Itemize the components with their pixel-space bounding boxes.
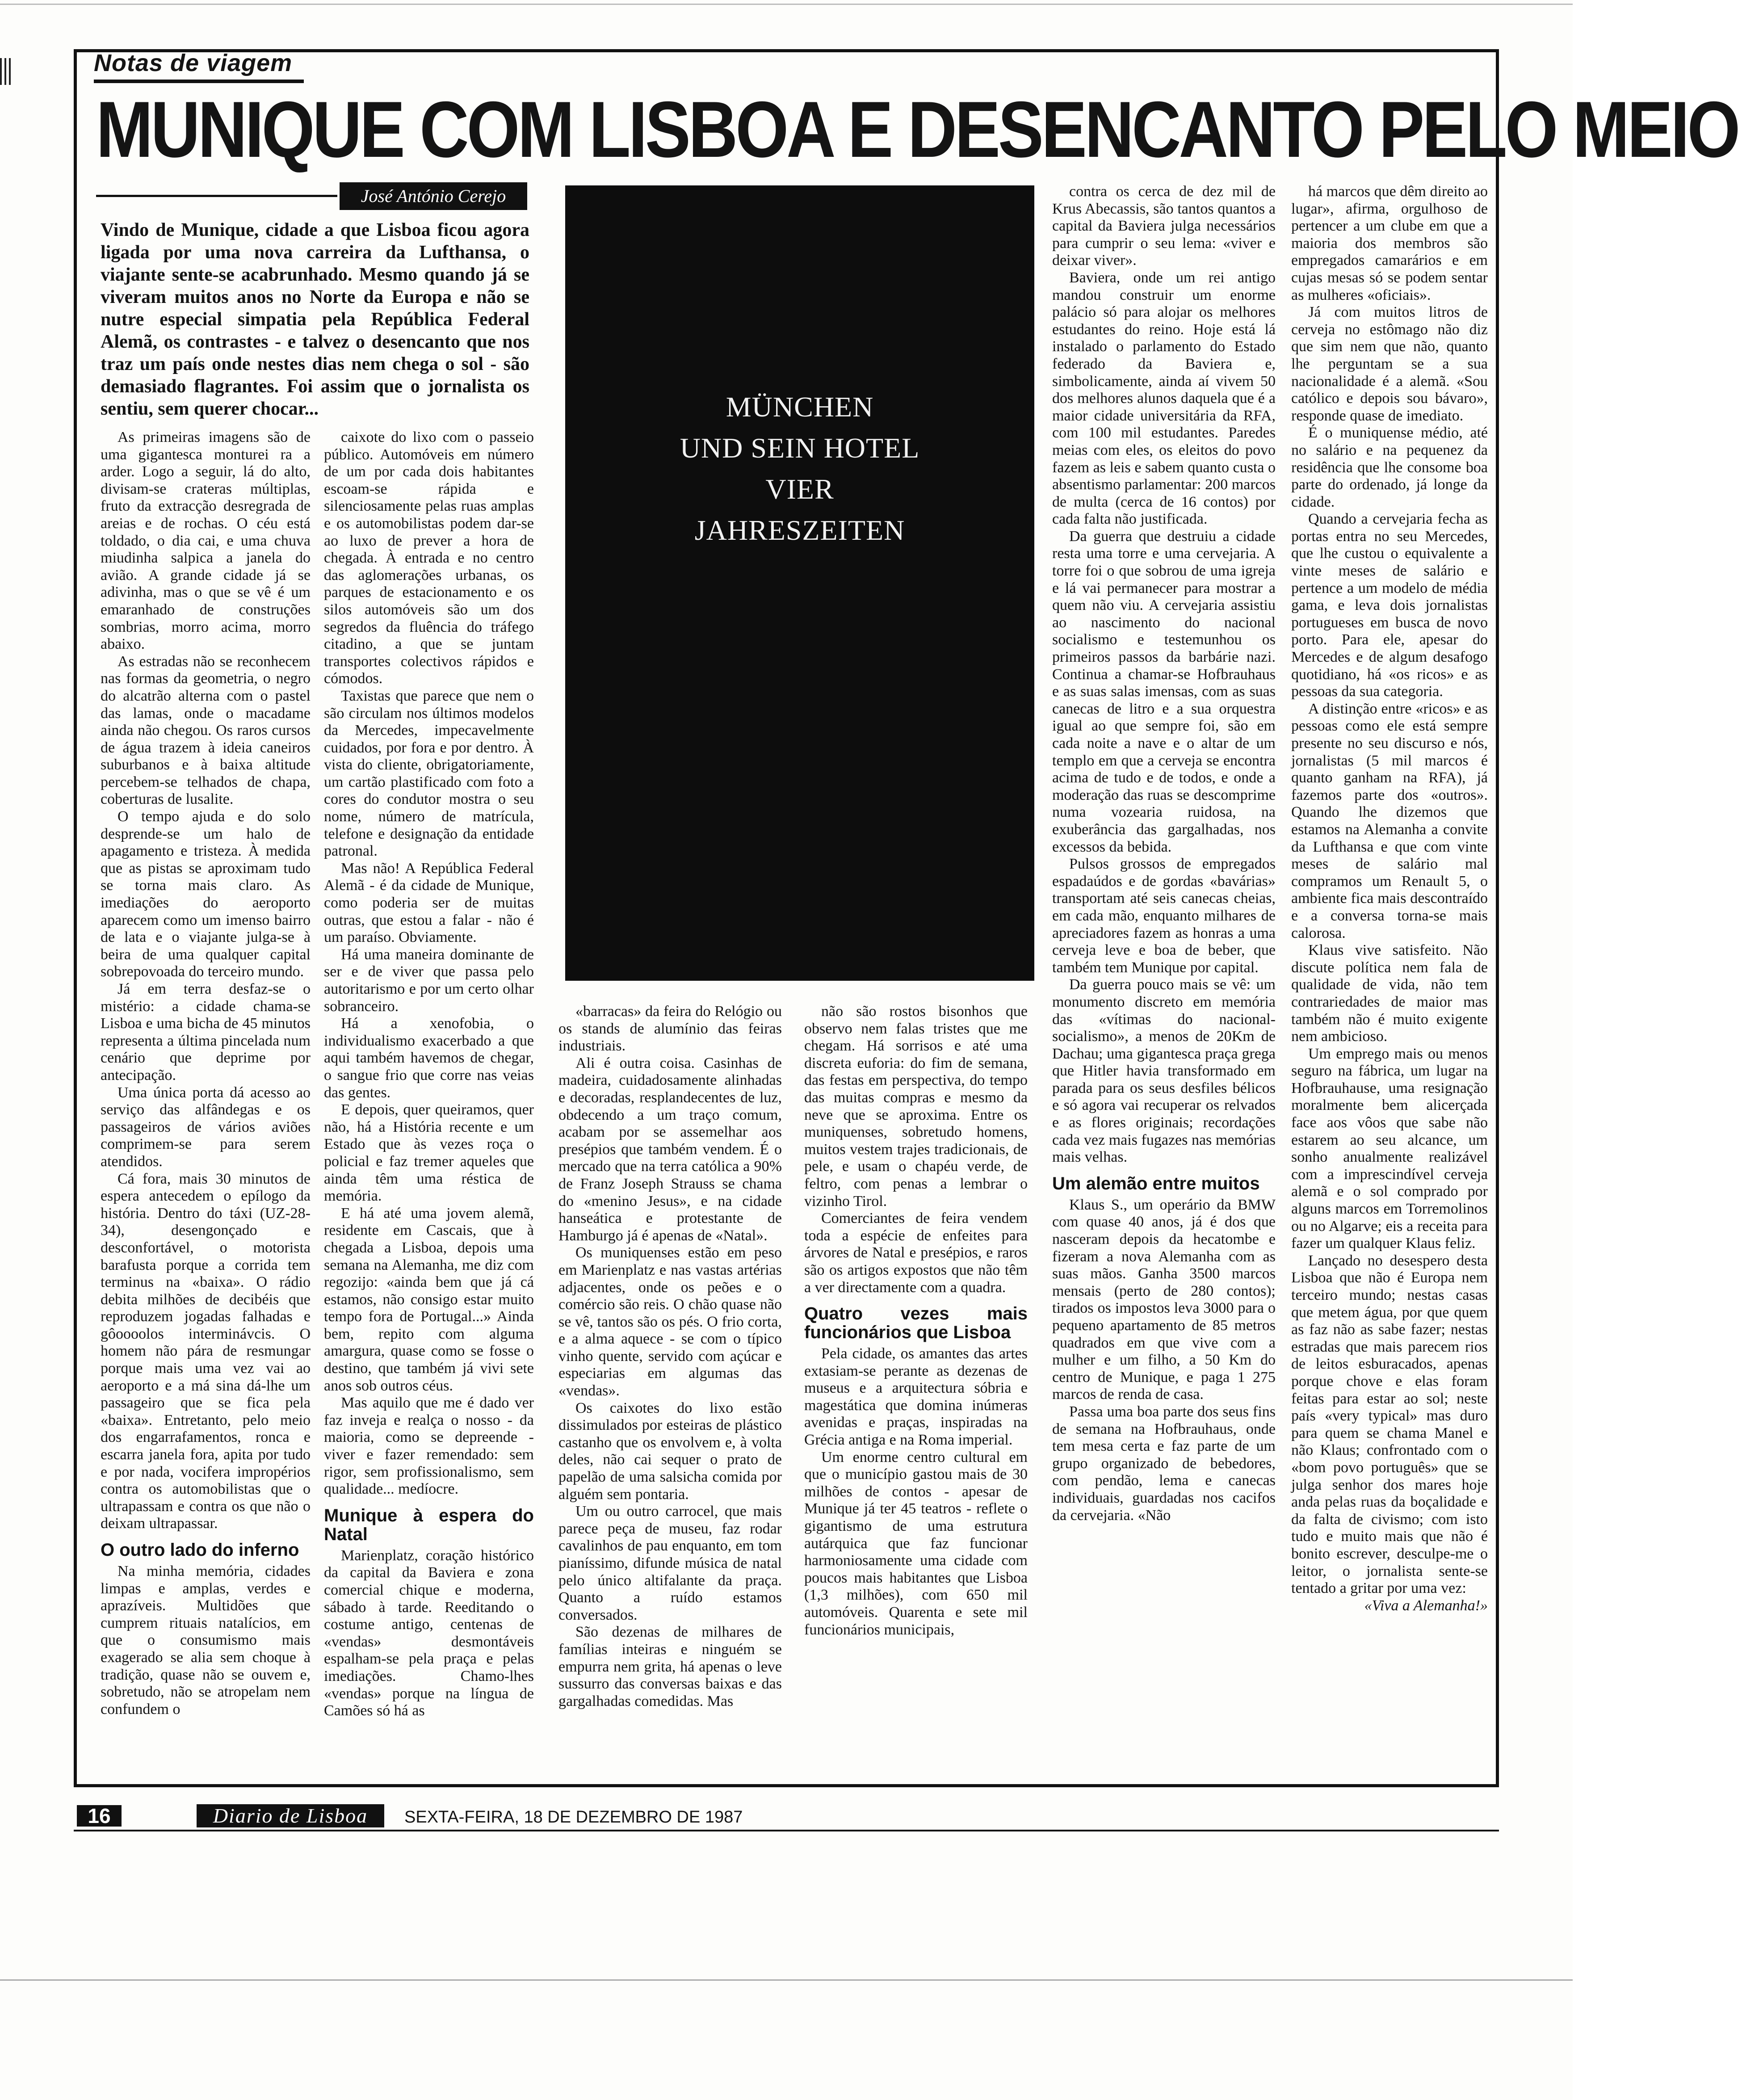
paragraph: Os caixotes do lixo estão dissimulados por esteiras de plástico castanho que os envolvem e, à volta deles, não cai sequer o prato de papelão de uma salsicha comida por alguém sem pontaria.	[558, 1399, 782, 1503]
paragraph: E depois, quer queiramos, quer não, há a História recente e um Estado que às vezes roça o policial e faz tremer aqueles que ainda têm uma réstica de memória.	[324, 1101, 534, 1205]
closing-line: «Viva a Alemanha!»	[1364, 1597, 1488, 1614]
lead-paragraph: Vindo de Munique, cidade a que Lisboa ficou agora ligada por uma nova carreira da Lufthansa, o viajante sente-se acabrunhado. Mesmo quando já se viveram muitos anos no Norte da Europa e não se nutre especial simpatia pela República Federal Alemã, os contrastes - e talvez o desencanto que nos traz um país onde nestes dias nem chega o sol - são demasiado flagrantes. Foi assim que o jornalista os sentiu, sem querer chocar...	[101, 220, 529, 419]
paragraph: Passa uma boa parte dos seus fins de semana na Hofbrauhaus, onde tem mesa certa e faz parte de um grupo organizado de bebedores, com pendão, lema e canecas individuais, guardadas nos cacifos da cervejaria. «Não	[1052, 1403, 1276, 1524]
paragraph: É o muniquense médio, até no salário e na pequenez da residência que lhe consome boa parte do ordenado, já longe da cidade.	[1291, 424, 1488, 510]
paragraph: Uma única porta dá acesso ao serviço das alfândegas e os passageiros de vários aviões comprimem-se para serem atendidos.	[101, 1084, 311, 1170]
publication-name: Diario de Lisboa	[197, 1804, 384, 1827]
photo-sign-line: UND SEIN HOTEL	[680, 432, 920, 464]
article-column-4	[804, 1003, 1028, 1638]
article-column-6	[1291, 183, 1488, 1614]
paragraph: E há até uma jovem alemã, residente em Cascais, que à chegada a Lisboa, depois uma semana na Alemanha, me diz com regozijo: «ainda bem que já cá estamos, não consigo estar muito tempo fora de Portugal...» Ainda bem, repito com alguma amargura, quase como se fosse o destino, que também já vivi sete anos sob outros céus.	[324, 1205, 534, 1394]
bottom-scan-rule	[0, 1979, 1573, 1981]
paragraph: Os muniquenses estão em peso em Marienplatz e nas vastas artérias adjacentes, onde os peões e o comércio são reis. O chão quase não se vê, tantos são os pés. O frio corta, e a alma aquece - se com o típico vinho quente, servido com açúcar e especiarias em algumas das «vendas».	[558, 1244, 782, 1399]
photo-sign-line: VIER	[765, 473, 834, 505]
paragraph: Pela cidade, os amantes das artes extasiam-se perante as dezenas de museus e a arquitectura sóbria e magestática que domina inúmeras avenidas e praças, inspiradas na Grécia antiga e na Roma imperial.	[804, 1345, 1028, 1449]
top-scan-rule	[0, 4, 1573, 5]
article-column-3	[558, 1003, 782, 1710]
article-column-5	[1052, 183, 1276, 1524]
paragraph: O tempo ajuda e do solo desprende-se um halo de apagamento e tristeza. À medida que as pistas se aproximam tudo se torna mais claro. As imediações do aeroporto aparecem como um imenso bairro de lata e o viajante julga-se à beira de uma qualquer capital sobrepovoada do terceiro mundo.	[101, 808, 311, 980]
paragraph: Klaus S., um operário da BMW com quase 40 anos, já é dos que nasceram depois da hecatombe e fizeram a nova Alemanha com as suas mãos. Ganha 3500 marcos mensais (perto de 280 contos); tirados os impostos leva 3000 para o pequeno apartamento de 85 metros quadrados em que vive com a mulher e um filho, a 50 Km do centro de Munique, e paga 1 275 marcos de renda de casa.	[1052, 1196, 1276, 1403]
headline: MUNIQUE COM LISBOA E DESENCANTO PELO MEIO	[96, 85, 1738, 174]
footer-rule	[74, 1830, 1499, 1831]
paragraph: Um enorme centro cultural em que o município gastou mais de 30 milhões de contos - apesar de Munique já ter 45 teatros - reflete o gigantismo de uma estrutura autárquica que faz funcionar harmoniosamente uma cidade com poucos mais habitantes que Lisboa (1,3 milhões), com 650 mil automóveis. Quarenta e sete mil funcionários municipais,	[804, 1449, 1028, 1638]
paragraph: Há uma maneira dominante de ser e de viver que passa pelo autoritarismo e por um certo olhar sobranceiro.	[324, 946, 534, 1015]
scan-edge-marks	[0, 58, 13, 85]
paragraph: Pulsos grossos de empregados espadaúdos e de gordas «bavárias» transportam até seis canecas cheias, em cada mão, enquanto milhares de apreciadores fazem as honras a uma cerveja leve e boa de beber, que também tem Munique por capital.	[1052, 856, 1276, 976]
paragraph: Comerciantes de feira vendem toda a espécie de enfeites para árvores de Natal e presépios, e raros são os artigos expostos que não têm a ver directamente com a quadra.	[804, 1210, 1028, 1296]
paragraph: Mas não! A República Federal Alemã - é da cidade de Munique, como poderia ser de muitas outras, que estou a falar - não é um paraíso. Obviamente.	[324, 860, 534, 946]
subheading: O outro lado do inferno	[101, 1540, 299, 1560]
subheading: Um alemão entre muitos	[1052, 1173, 1260, 1193]
section-kicker: Notas de viagem	[94, 50, 293, 76]
paragraph: Taxistas que parece que nem o são circulam nos últimos modelos da Mercedes, impecavelmente cuidados, por fora e por dentro. À vista do cliente, obrigatoriamente, um cartão plastificado com foto a cores do condutor mostra o seu nome, número de matrícula, telefone e designação da entidade patronal.	[324, 687, 534, 860]
publication-date: SEXTA-FEIRA, 18 DE DEZEMBRO DE 1987	[404, 1808, 743, 1827]
hotel-photo	[565, 185, 1034, 981]
paragraph: Da guerra que destruiu a cidade resta uma torre e uma cervejaria. A torre foi o que sobrou de uma igreja e lá vai permanecer para mostrar a quem não viu. A cervejaria assistiu ao nascimento do nacional socialismo e testemunhou os primeiros passos da barbárie nazi. Continua a chamar-se Hofbrauhaus e as suas salas imensas, com as suas canecas de litro e a sua orquestra igual ao que sempre foi, são em cada noite a nave e o altar de um templo em que a cerveja se encontra acima de tudo e de todos, e onde a moderação das ruas se descomprime numa vozearia ruidosa, na exuberância das gargalhadas, nos excessos da bebida.	[1052, 528, 1276, 855]
article-column-1	[101, 429, 311, 1718]
paragraph: Na minha memória, cidades limpas e amplas, verdes e aprazíveis. Multidões que cumprem rituais natalícios, em que o consumismo mais exagerado se alia sem choque à tradição, quase não se ouvem e, sobretudo, não se atropelam nem confundem o	[101, 1563, 311, 1718]
paragraph: Um ou outro carrocel, que mais parece peça de museu, faz rodar cavalinhos de pau enquanto, em tom pianíssimo, difunde música de natal pelo único altifalante da praça. Quanto a ruído estamos conversados.	[558, 1503, 782, 1623]
byline: José António Cerejo	[340, 182, 527, 210]
paragraph: As estradas não se reconhecem nas formas da geometria, o negro do alcatrão alterna com o pastel das lamas, onde o macadame ainda não chegou. Os raros cursos de água trazem à ideia caneiros suburbanos e à baixa altitude percebem-se telhados de chapa, coberturas de lusalite.	[101, 653, 311, 808]
paragraph: Há a xenofobia, o individualismo exacerbado a que aqui também havemos de chegar, o sangue frio que corre nas veias das gentes.	[324, 1015, 534, 1101]
subheading: Quatro vezes mais funcionários que Lisboa	[804, 1304, 1028, 1343]
paragraph: «barracas» da feira do Relógio ou os stands de alumínio das feiras industriais.	[558, 1003, 782, 1054]
paragraph: São dezenas de milhares de famílias inteiras e ninguém se empurra nem grita, há apenas o leve sussurro das conversas baixas e das gargalhadas comedidas. Mas	[558, 1624, 782, 1709]
paragraph: não são rostos bisonhos que observo nem falas tristes que me chegam. Há sorrisos e até uma discreta euforia: do fim de semana, das festas em perspectiva, do tempo das muitas compras e mesmo da neve que se aproxima. Entre os muniquenses, sobretudo homens, muitos vestem trajes tradicionais, de pele, e usam o chapéu verde, de feltro, com penas a lembrar o vizinho Tirol.	[804, 1003, 1028, 1210]
article-column-2	[324, 429, 534, 1720]
paragraph: Da guerra pouco mais se vê: um monumento discreto em memória das «vítimas do nacional-socialismo», a menos de 20Km de Dachau; uma gigantesca praça grega que Hitler havia transformado em parada para os seus desfiles bélicos e só agora vai recuperar os relvados e as flores originais; recordações cada vez mais fugazes nas memórias mais velhas.	[1052, 976, 1276, 1166]
paragraph: Ali é outra coisa. Casinhas de madeira, cuidadosamente alinhadas e decoradas, resplandecentes de luz, obdecendo a um traço comum, acabam por se assemelhar aos presépios que também vendem. É o mercado que na terra católica a 90% de Franz Joseph Strauss se chama do «menino Jesus», e na cidade hanseática e protestante de Hamburgo já é apenas de «Natal».	[558, 1054, 782, 1244]
paragraph: Klaus vive satisfeito. Não discute política nem fala de qualidade de vida, não tem contrariedades de maior mas também não é muito exigente nem ambicioso.	[1291, 942, 1488, 1045]
paragraph: contra os cerca de dez mil de Krus Abecassis, são tantos quantos a capital da Baviera julga necessários para cumprir o seu lema: «viver e deixar viver».	[1052, 183, 1276, 269]
paragraph: Baviera, onde um rei antigo mandou construir um enorme palácio só para alojar os melhores estudantes do reino. Hoje está lá instalado o parlamento do Estado federado da Baviera e, simbolicamente, ainda aí vivem 50 dos melhores alunos daquela que é a maior cidade universitária da RFA, com 100 mil estudantes. Paredes meias com eles, os eleitos do povo fazem as leis e sabem quanto custa o absentismo parlamentar: 200 marcos de multa (cerca de 16 contos) por cada falta não justificada.	[1052, 269, 1276, 528]
photo-sign-line: JAHRESZEITEN	[694, 514, 905, 546]
paragraph: Já com muitos litros de cerveja no estômago não diz que sim nem que não, quanto lhe perguntam se a sua nacionalidade é a alemã. «Sou católico e depois sou bávaro», responde quase de imediato.	[1291, 304, 1488, 424]
paragraph: Lançado no desespero desta Lisboa que não é Europa nem terceiro mundo; nestas casas que metem água, por que quem as faz não as sabe fazer; nestas estradas que mais parecem rios de leitos esburacados, apenas porque chove e elas foram feitas para estar ao sol; neste país «very typical» mas duro para quem se chama Manel e não Klaus; confrontado com o «bom povo português» que se julga senhor dos mares hoje anda pelas ruas da boçalidade e da falta de civismo; com isto tudo e muito mais que não é bonito escrever, desculpe-me o leitor, o jornalista sente-se tentado a gritar por uma vez:	[1291, 1252, 1488, 1597]
photo-sign-line: MÜNCHEN	[726, 391, 874, 423]
paragraph: Já em terra desfaz-se o mistério: a cidade chama-se Lisboa e uma bicha de 45 minutos representa a última pincelada num cenário que deprime por antecipação.	[101, 981, 311, 1084]
subheading: Munique à espera do Natal	[324, 1505, 534, 1544]
paragraph: Quando a cervejaria fecha as portas entra no seu Mercedes, que lhe custou o equivalente a vinte meses de salário e pertence a um modelo de média gama, e leva dois jornalistas portugueses em busca de novo porto. Para ele, apesar do Mercedes e de algum desafogo quotidiano, há «os ricos» e as pessoas da sua categoria.	[1291, 511, 1488, 700]
paragraph: As primeiras imagens são de uma gigantesca monturei ra a arder. Logo a seguir, lá do alto, divisam-se crateras múltiplas, fruto da extracção desregrada de areias e de rochas. O céu está toldado, o dia cai, e uma chuva miudinha salpica a janela do avião. A grande cidade já se adivinha, mas o que se vê é um emaranhado de construções sombrias, morro acima, morro abaixo.	[101, 429, 311, 653]
paragraph: A distinção entre «ricos» e as pessoas como ele está sempre presente no seu discurso e nós, jornalistas (5 mil marcos é quanto ganham na RFA), já fazemos parte dos «outros». Quando lhe dizemos que estamos na Alemanha a convite da Lufthansa e que com vinte meses de salário mal compramos um Renault 5, o ambiente fica mais descontraído e a conversa torna-se mais calorosa.	[1291, 700, 1488, 941]
paragraph: há marcos que dêm direito ao lugar», afirma, orgulhoso de pertencer a um clube em que a maioria dos membros são empregados camarários e em cujas mesas só se podem sentar as mulheres «oficiais».	[1291, 183, 1488, 303]
kicker-underline	[94, 80, 304, 83]
paragraph: Mas aquilo que me é dado ver faz inveja e realça o nosso - da maioria, como se depreende - viver e fazer remendado: sem rigor, sem profissionalismo, sem qualidade... medíocre.	[324, 1394, 534, 1498]
paragraph: Marienplatz, coração histórico da capital da Baviera e zona comercial chique e moderna, sábado à tarde. Reeditando o costume antigo, centenas de «vendas» desmontáveis espalham-se pela praça e pelas imediações. Chamo-lhes «vendas» porque na língua de Camões só há as	[324, 1547, 534, 1719]
page-number: 16	[77, 1805, 122, 1827]
paragraph: caixote do lixo com o passeio público. Automóveis em número de um por cada dois habitantes escoam-se rápida e silenciosamente pelas ruas amplas e os automobilistas podem dar-se ao luxo de prever a hora de chegada. À entrada e no centro das aglomerações urbanas, os parques de estacionamento e os silos automóveis são um dos segredos da fluência do tráfego citadino, a que se juntam transportes colectivos rápidos e cómodos.	[324, 429, 534, 687]
photo-sign	[565, 386, 1034, 551]
paragraph: Cá fora, mais 30 minutos de espera antecedem o epílogo da história. Dentro do táxi (UZ-28-34), desengonçado e desconfortável, o motorista barafusta porque a corrida tem terminus na «baixa». O rádio debita milhões de decibéis que reproduzem jogadas falhadas e gôoooolos interminávcis. O homem não pára de resmungar porque mais uma vez vai ao aeroporto e a má sina dá-lhe um passageiro que se fica pela «baixa». Entretanto, pelo meio dos engarrafamentos, ronca e escarra janela fora, apita por tudo e por nada, vocifera impropérios contra os automobilistas que o ultrapassam e contra os que não o deixam ultrapassar.	[101, 1170, 311, 1532]
byline-rule	[96, 195, 337, 197]
paragraph: Um emprego mais ou menos seguro na fábrica, um lugar na Hofbrauhause, uma resignação moralmente bem alicerçada face aos vôos que sabe não estarem ao seu alcance, um sonho anualmente realizável com a imprescindível cerveja alemã e o sol comprado por alguns marcos em Torremolinos ou no Algarve; eis a receita para fazer um qualquer Klaus feliz.	[1291, 1045, 1488, 1252]
